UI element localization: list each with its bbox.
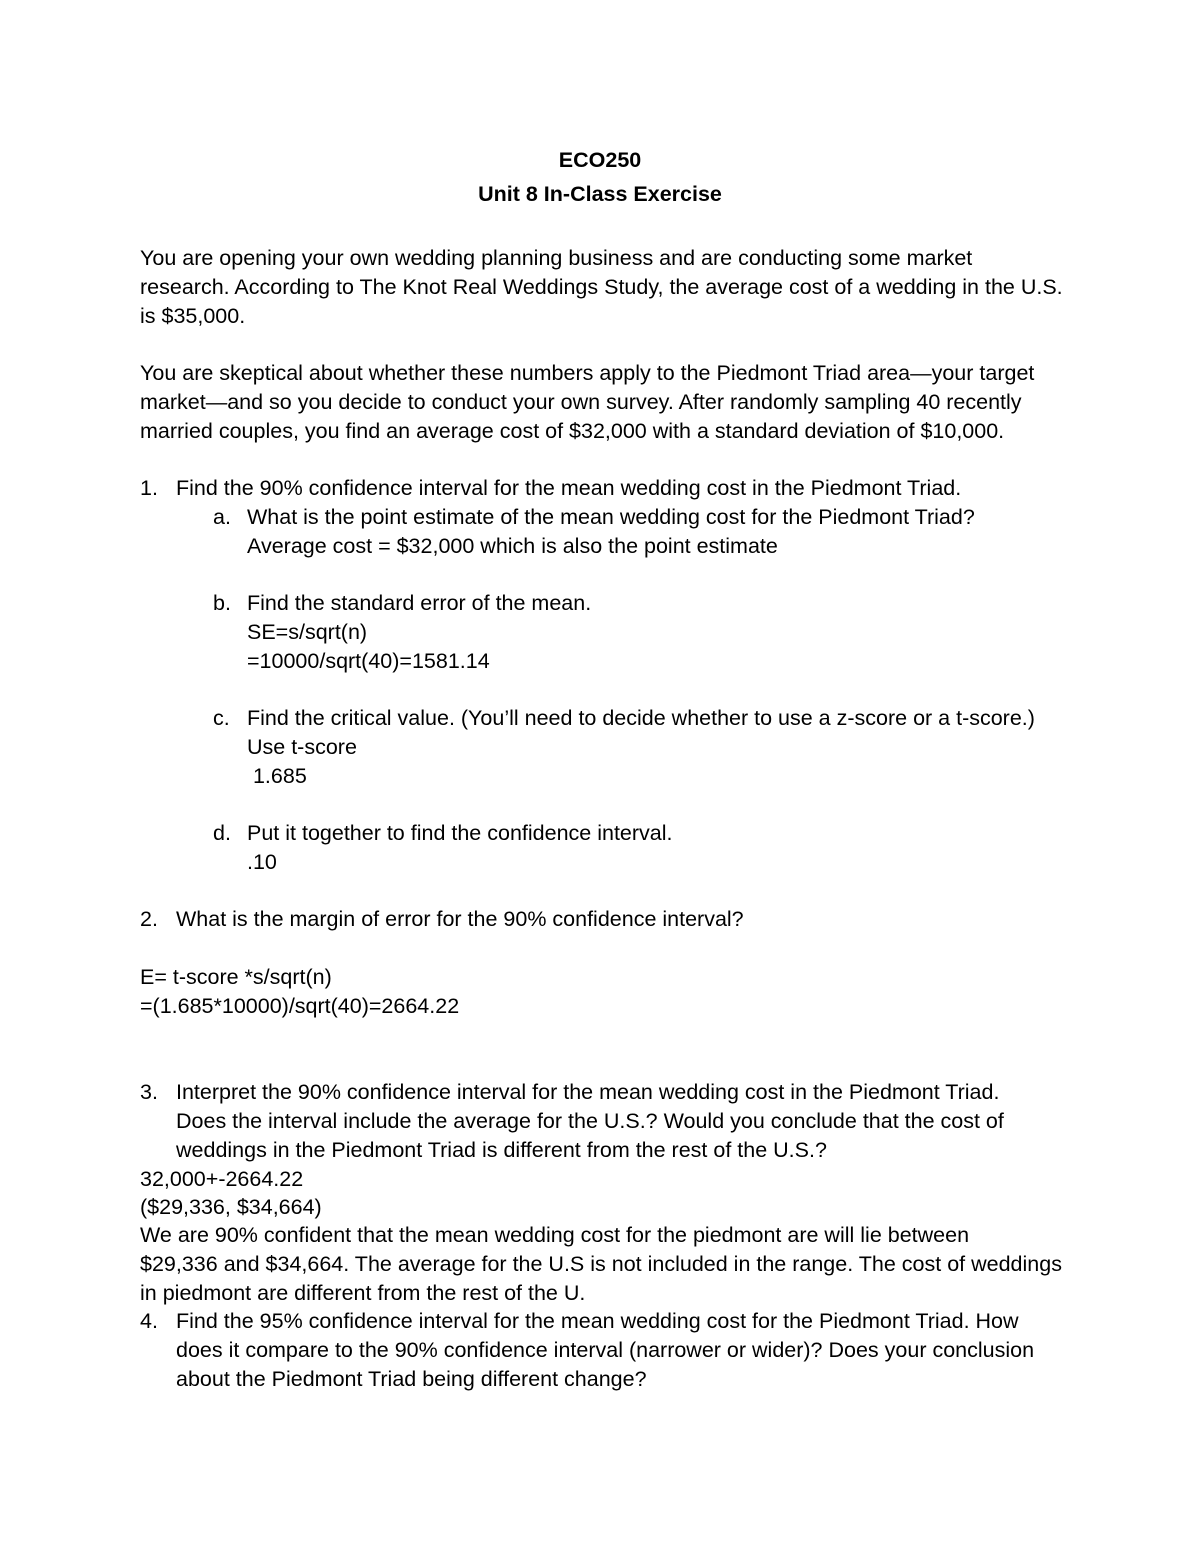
question-text: does it compare to the 90% confidence interval (narrower or wider)? Does your conclusion (176, 1338, 1035, 1362)
question-text: Does the interval include the average for the U.S.? Would you conclude that the cost of (176, 1109, 1004, 1133)
question-number: 2. (140, 907, 158, 931)
answer-line: in piedmont are different from the rest of the U. (140, 1281, 586, 1305)
answer-line: Average cost = $32,000 which is also the point estimate (247, 534, 778, 558)
answer-line: 32,000+-2664.22 (140, 1167, 304, 1191)
subquestion-text: Put it together to find the confidence interval. (247, 821, 673, 845)
answer-line: SE=s/sqrt(n) (247, 620, 368, 644)
question-text: weddings in the Piedmont Triad is different from the rest of the U.S.? (176, 1138, 827, 1162)
intro-line: research. According to The Knot Real Weddings Study, the average cost of a wedding in the U.S. (140, 275, 1063, 299)
subquestion-label: c. (213, 706, 230, 730)
course-code: ECO250 (558, 148, 642, 172)
question-number: 1. (140, 476, 158, 500)
question-number: 4. (140, 1309, 158, 1333)
subquestion-text: Find the standard error of the mean. (247, 591, 592, 615)
answer-line: .10 (247, 850, 277, 874)
subquestion-label: d. (213, 821, 231, 845)
intro-line: market—and so you decide to conduct your own survey. After randomly sampling 40 recently (140, 390, 1022, 414)
subquestion-label: a. (213, 505, 231, 529)
question-text: Find the 95% confidence interval for the mean wedding cost for the Piedmont Triad. How (176, 1309, 1019, 1333)
question-text: What is the margin of error for the 90% confidence interval? (176, 907, 744, 931)
answer-line: =10000/sqrt(40)=1581.14 (247, 649, 490, 673)
intro-line: is $35,000. (140, 304, 246, 328)
question-number: 3. (140, 1080, 158, 1104)
subquestion-text: Find the critical value. (You’ll need to decide whether to use a z-score or a t-score.) (247, 706, 1035, 730)
answer-line: We are 90% confident that the mean wedding cost for the piedmont are will lie between (140, 1223, 970, 1247)
intro-line: You are opening your own wedding planning business and are conducting some market (140, 246, 973, 270)
intro-line: You are skeptical about whether these numbers apply to the Piedmont Triad area—your target (140, 361, 1035, 385)
answer-line: ($29,336, $34,664) (140, 1195, 322, 1219)
subquestion-text: What is the point estimate of the mean wedding cost for the Piedmont Triad? (247, 505, 975, 529)
intro-line: married couples, you find an average cost of $32,000 with a standard deviation of $10,000. (140, 419, 1005, 443)
subquestion-label: b. (213, 591, 231, 615)
question-text: Interpret the 90% confidence interval for the mean wedding cost in the Piedmont Triad. (176, 1080, 1000, 1104)
answer-line: E= t-score *s/sqrt(n) (140, 965, 332, 989)
answer-line: 1.685 (247, 764, 307, 788)
answer-line: $29,336 and $34,664. The average for the U.S is not included in the range. The cost of weddings (140, 1252, 1062, 1276)
answer-line: Use t-score (247, 735, 357, 759)
question-text: about the Piedmont Triad being different change? (176, 1367, 647, 1391)
answer-line: =(1.685*10000)/sqrt(40)=2664.22 (140, 994, 460, 1018)
question-text: Find the 90% confidence interval for the mean wedding cost in the Piedmont Triad. (176, 476, 962, 500)
page-title: Unit 8 In-Class Exercise (478, 182, 722, 206)
